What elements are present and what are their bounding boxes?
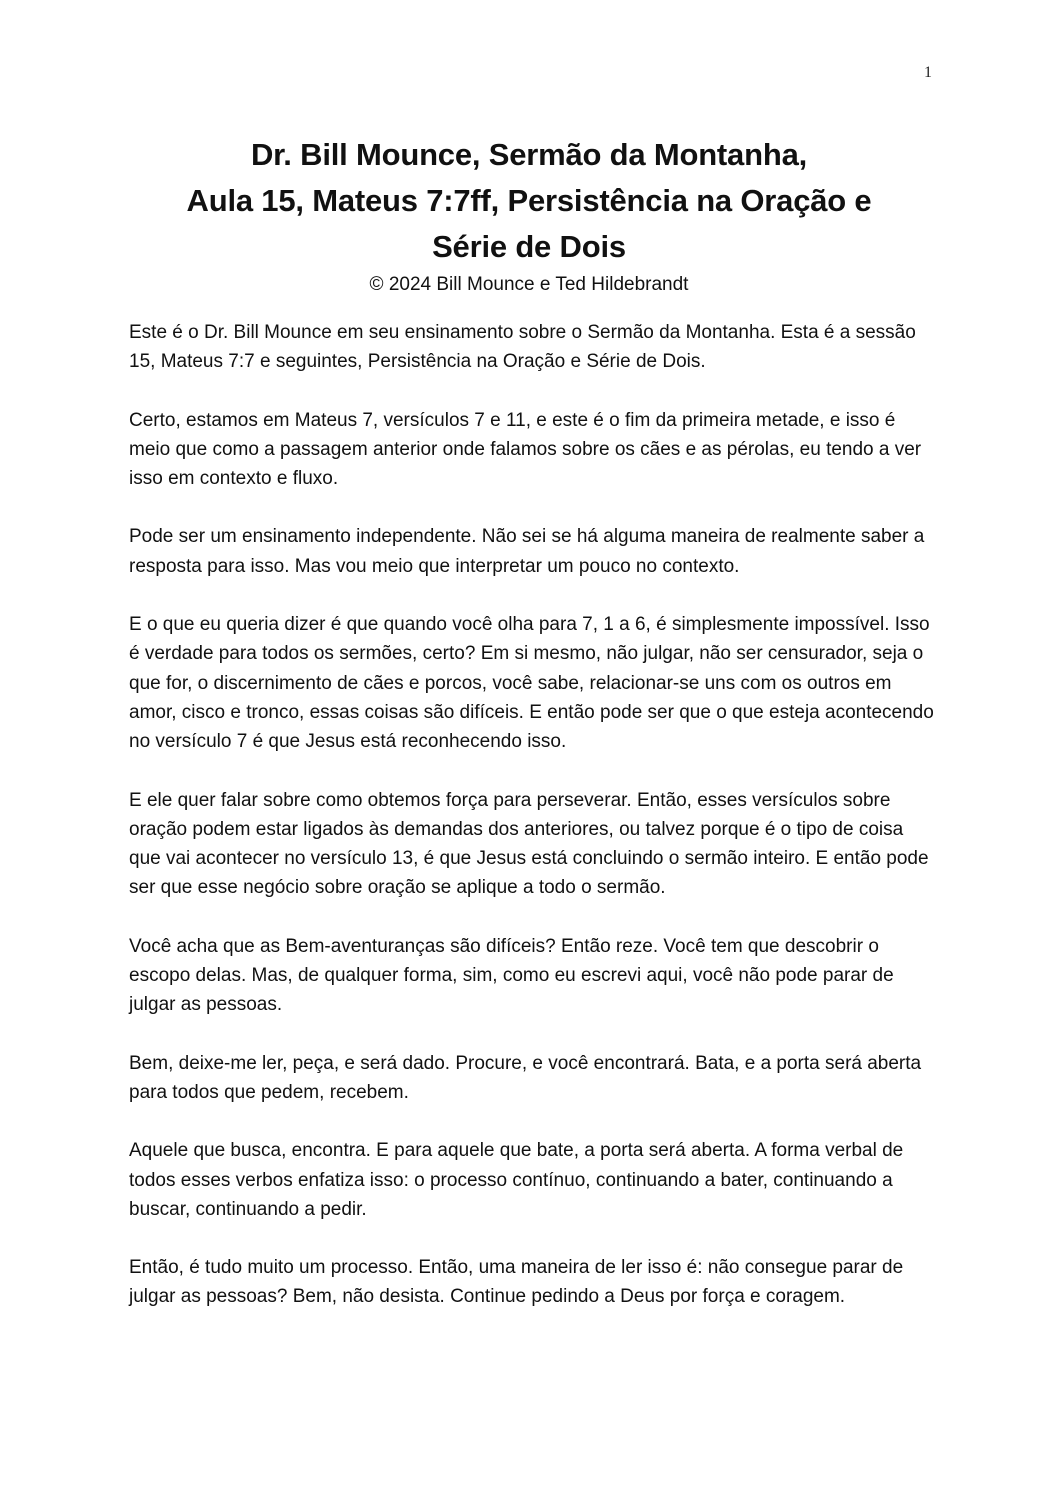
paragraph-2: Certo, estamos em Mateus 7, versículos 7 e 11, e este é o fim da primeira metade, e isso é meio que como a passagem anterior onde falamos sobre os cães e as pérolas, eu tendo a ver isso em contexto e fluxo.: [129, 409, 922, 490]
document-header: [110, 132, 948, 298]
page-number: 1: [924, 64, 932, 81]
paragraph-5: E ele quer falar sobre como obtemos força para perseverar. Então, esses versículos sobre oração podem estar ligados às demandas dos anteriores, ou talvez porque é o tipo de coisa que vai acontecer no versículo 13, é que Jesus está concluindo o sermão inteiro. E então pode ser que esse negócio sobre oração se aplique a todo o sermão.: [129, 789, 929, 899]
paragraph-8: Aquele que busca, encontra. E para aquele que bate, a porta será aberta. A forma verbal de todos esses verbos enfatiza isso: o processo contínuo, continuando a bater, continuando a buscar, continuando a pedir.: [129, 1140, 904, 1220]
paragraph-1: Este é o Dr. Bill Mounce em seu ensinamento sobre o Sermão da Montanha. Esta é a sessão 15, Mateus 7:7 e seguintes, Persistência na Oração e Série de Dois.: [129, 322, 916, 373]
paragraph-4: E o que eu queria dizer é que quando você olha para 7, 1 a 6, é simplesmente impossível. Isso é verdade para todos os sermões, certo? Em si mesmo, não julgar, não ser censurador, seja o que for, o discernimento de cães e porcos, você sabe, relacionar-se uns com os outros em amor, cisco e tronco, essas coisas são difíceis. E então pode ser que o que esteja acontecendo no versículo 7 é que Jesus está reconhecendo isso.: [129, 614, 934, 753]
title-line-2: Aula 15, Mateus 7:7ff, Persistência na Oração e: [186, 183, 872, 218]
paragraph-7: Bem, deixe-me ler, peça, e será dado. Procure, e você encontrará. Bata, e a porta será aberta para todos que pedem, recebem.: [129, 1052, 922, 1103]
title-line-1: Dr. Bill Mounce, Sermão da Montanha,: [250, 137, 808, 172]
paragraph-9: Então, é tudo muito um processo. Então, uma maneira de ler isso é: não consegue parar de julgar as pessoas? Bem, não desista. Continue pedindo a Deus por força e coragem.: [129, 1257, 904, 1308]
title-line-3: Série de Dois: [432, 229, 626, 264]
copyright-line: © 2024 Bill Mounce e Ted Hildebrandt: [369, 274, 689, 295]
document-body: [129, 318, 939, 1341]
paragraph-3: Pode ser um ensinamento independente. Não sei se há alguma maneira de realmente saber a resposta para isso. Mas vou meio que interpretar um pouco no contexto.: [129, 526, 925, 577]
paragraph-6: Você acha que as Bem-aventuranças são difíceis? Então reze. Você tem que descobrir o escopo delas. Mas, de qualquer forma, sim, como eu escrevi aqui, você não pode parar de julgar as pessoas.: [129, 935, 894, 1016]
